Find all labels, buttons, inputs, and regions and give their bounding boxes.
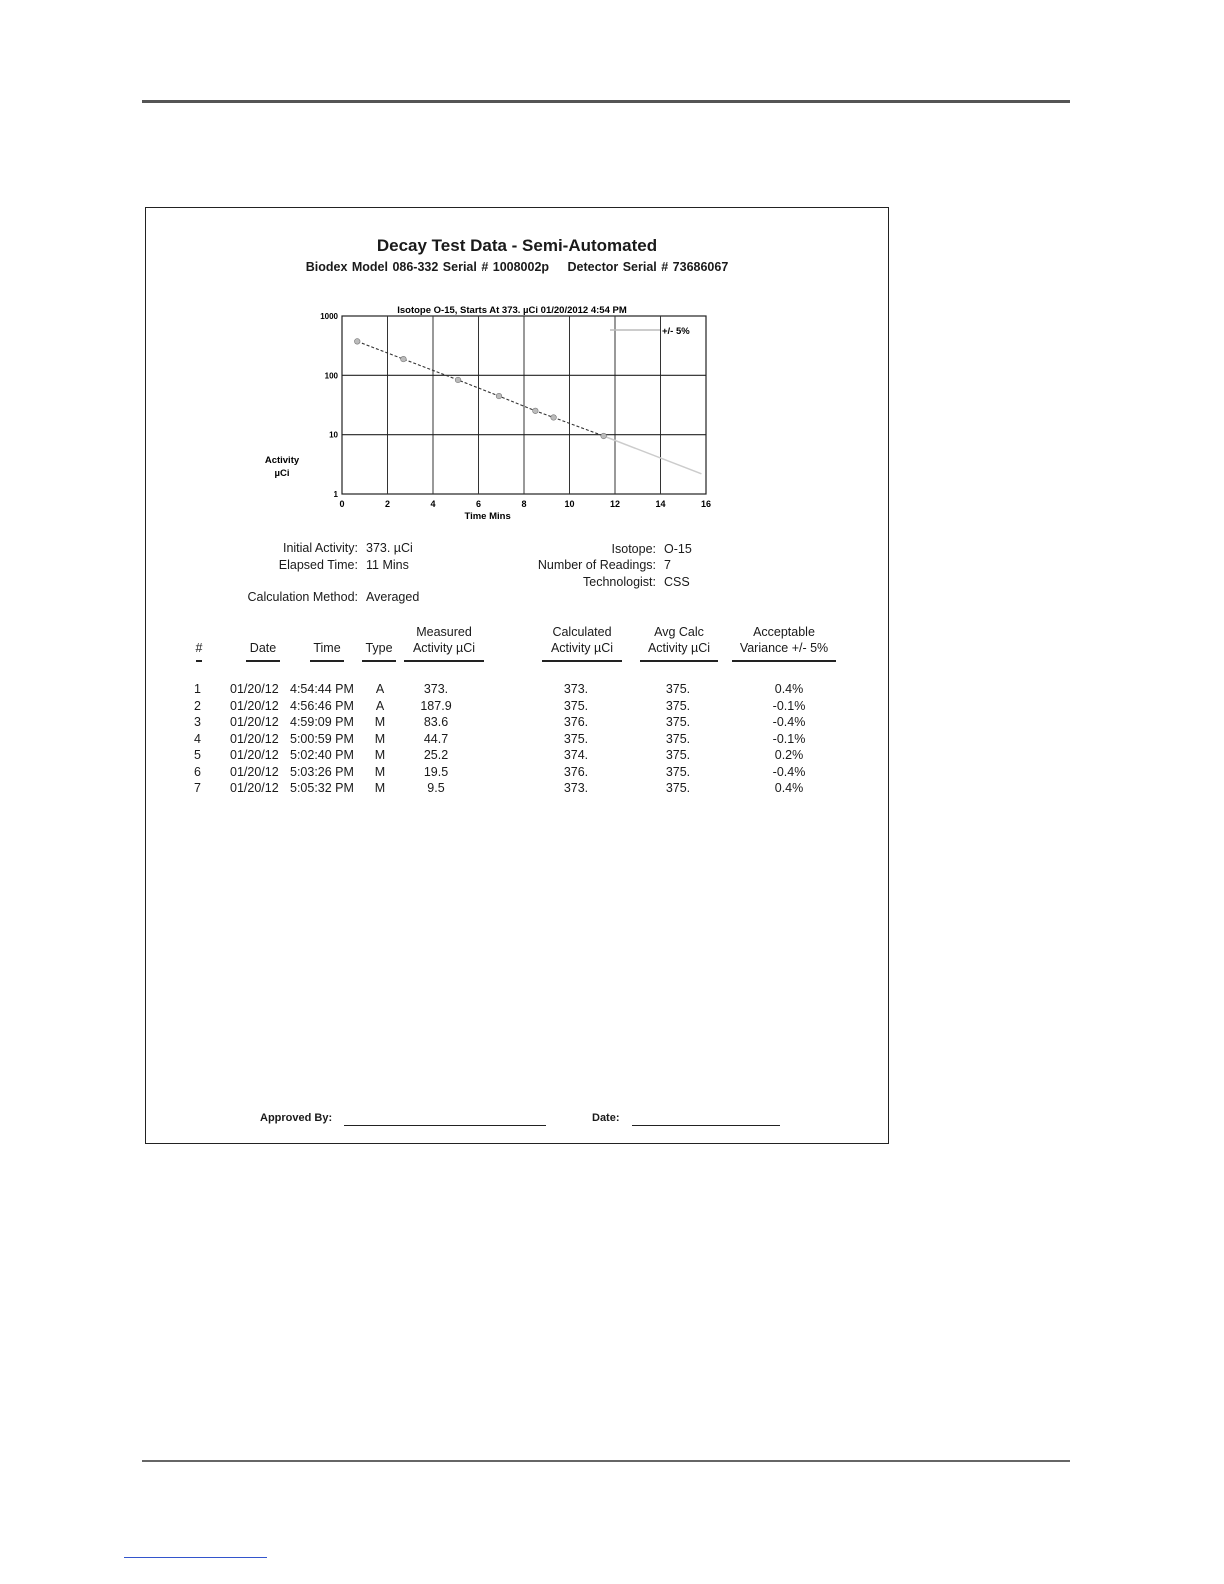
row-variance: 0.4% xyxy=(774,682,804,696)
x-tick-label: 12 xyxy=(609,499,621,509)
technologist-value: CSS xyxy=(664,575,690,589)
row-time: 5:05:32 PM xyxy=(290,781,354,795)
chart-title: Isotope O-15, Starts At 373. µCi 01/20/2012 4:54 PM xyxy=(397,305,627,316)
x-tick-label: 16 xyxy=(700,499,712,509)
col-header-num-text: # xyxy=(195,641,203,655)
col-header-time xyxy=(310,640,344,662)
row-measured: 373. xyxy=(423,682,449,696)
row-time: 4:54:44 PM xyxy=(290,682,354,696)
y-axis-label-line1: Activity xyxy=(264,455,300,466)
col-header-date xyxy=(246,640,280,662)
y-tick-label: 10 xyxy=(329,430,338,440)
date-label: Date: xyxy=(592,1112,620,1124)
report-title: Decay Test Data - Semi-Automated xyxy=(376,236,658,255)
x-tick-label: 0 xyxy=(339,499,345,509)
x-tick-label: 14 xyxy=(655,499,666,509)
row-type: M xyxy=(374,748,386,762)
col-header-calculated xyxy=(542,624,622,662)
row-num: 1 xyxy=(194,682,201,696)
x-tick-label: 2 xyxy=(384,499,391,509)
col-header-variance-line1: Acceptable xyxy=(753,625,815,639)
row-type: M xyxy=(374,715,386,729)
col-header-calculated-line2: Activity µCi xyxy=(550,641,614,655)
row-calculated: 373. xyxy=(563,682,589,696)
detector-serial: Detector Serial # 73686067 xyxy=(567,260,729,274)
report-subtitle xyxy=(146,260,888,274)
table-row xyxy=(190,748,850,764)
data-point xyxy=(601,433,607,439)
row-time: 5:03:26 PM xyxy=(290,764,354,779)
row-avg: 375. xyxy=(665,682,691,696)
row-date: 01/20/12 xyxy=(230,748,279,762)
initial-activity-value: 373. µCi xyxy=(366,541,413,555)
col-header-avg-underline xyxy=(640,660,718,662)
col-header-time-text: Time xyxy=(313,641,341,655)
calc-method-value: Averaged xyxy=(366,590,420,604)
col-header-measured xyxy=(404,624,484,662)
y-tick-label: 1000 xyxy=(320,312,338,321)
calc-method-label: Calculation Method: xyxy=(247,590,358,604)
row-num: 6 xyxy=(194,764,201,779)
row-type: M xyxy=(374,731,386,746)
initial-activity-row xyxy=(210,541,413,555)
technologist-label: Technologist: xyxy=(583,575,656,589)
row-avg: 375. xyxy=(665,731,691,746)
table-row xyxy=(190,715,850,731)
data-point xyxy=(401,356,407,362)
readings-value: 7 xyxy=(664,558,671,572)
y-tick-label: 1 xyxy=(333,490,338,499)
calc-method-row xyxy=(210,590,419,604)
col-header-avg-line1: Avg Calc xyxy=(654,625,704,639)
row-measured: 187.9 xyxy=(420,698,452,713)
table-row xyxy=(190,682,850,698)
row-date: 01/20/12 xyxy=(230,715,279,729)
row-date: 01/20/12 xyxy=(230,781,279,795)
x-tick-label: 4 xyxy=(430,499,436,509)
approved-by-line xyxy=(344,1125,546,1126)
row-num: 4 xyxy=(194,731,201,746)
row-date: 01/20/12 xyxy=(230,764,279,779)
row-variance: -0.1% xyxy=(772,698,806,713)
col-header-calculated-underline xyxy=(542,660,622,662)
row-num: 3 xyxy=(194,715,201,729)
footer-link-underline xyxy=(124,1557,267,1558)
x-axis-label: Time Mins xyxy=(464,511,511,522)
col-header-num xyxy=(192,640,206,662)
row-avg: 375. xyxy=(665,781,691,795)
elapsed-time-label: Elapsed Time: xyxy=(278,558,358,572)
row-time: 4:56:46 PM xyxy=(290,698,354,713)
y-tick-label: 100 xyxy=(324,371,338,381)
row-measured: 44.7 xyxy=(423,731,449,746)
col-header-variance-underline xyxy=(732,660,836,662)
row-num: 5 xyxy=(194,748,201,762)
row-measured: 9.5 xyxy=(427,781,445,795)
table-row xyxy=(190,699,850,715)
elapsed-time-value: 11 Mins xyxy=(366,558,409,572)
row-num: 2 xyxy=(194,698,201,713)
date-line xyxy=(632,1125,780,1126)
row-measured: 19.5 xyxy=(423,764,449,779)
col-header-date-underline xyxy=(246,660,280,662)
initial-activity-label: Initial Activity: xyxy=(282,541,358,555)
col-header-avg xyxy=(640,624,718,662)
col-header-type-text: Type xyxy=(365,641,393,655)
row-type: M xyxy=(374,764,386,779)
data-point xyxy=(551,415,557,421)
x-tick-label: 6 xyxy=(475,499,482,509)
data-point xyxy=(354,339,360,345)
row-time: 5:02:40 PM xyxy=(290,748,354,762)
readings-label: Number of Readings: xyxy=(537,558,656,572)
row-type: A xyxy=(375,698,385,713)
readings-row xyxy=(496,558,671,572)
col-header-type xyxy=(362,640,396,662)
row-date: 01/20/12 xyxy=(230,682,279,696)
x-tick-label: 8 xyxy=(521,499,527,509)
decay-test-report xyxy=(145,207,889,1144)
table-row xyxy=(190,765,850,781)
data-point xyxy=(533,408,539,414)
data-point xyxy=(455,377,461,383)
col-header-calculated-line1: Calculated xyxy=(552,625,612,639)
row-avg: 375. xyxy=(665,715,691,729)
row-variance: -0.4% xyxy=(772,715,806,729)
row-avg: 375. xyxy=(665,698,691,713)
row-variance: -0.1% xyxy=(772,731,806,746)
col-header-measured-underline xyxy=(404,660,484,662)
model-serial: Biodex Model 086-332 Serial # 1008002p xyxy=(305,260,550,274)
row-type: M xyxy=(374,781,386,795)
col-header-date-text: Date xyxy=(249,641,277,655)
row-variance: -0.4% xyxy=(772,764,806,779)
decay-chart xyxy=(246,300,726,525)
technologist-row xyxy=(496,575,690,589)
row-calculated: 375. xyxy=(563,698,589,713)
row-num: 7 xyxy=(194,781,201,795)
legend-label: +/- 5% xyxy=(662,326,690,337)
row-date: 01/20/12 xyxy=(230,731,279,746)
table-row xyxy=(190,732,850,748)
footer-rule xyxy=(142,1460,1070,1462)
col-header-time-underline xyxy=(310,660,344,662)
isotope-row xyxy=(496,542,692,556)
row-calculated: 374. xyxy=(563,748,589,762)
col-header-measured-line1: Measured xyxy=(416,625,472,639)
row-time: 4:59:09 PM xyxy=(290,715,354,729)
row-measured: 25.2 xyxy=(423,748,449,762)
col-header-avg-line2: Activity µCi xyxy=(647,641,711,655)
row-avg: 375. xyxy=(665,748,691,762)
row-calculated: 376. xyxy=(563,715,589,729)
data-point xyxy=(496,393,502,399)
row-variance: 0.2% xyxy=(774,748,804,762)
decay-chart-svg xyxy=(246,300,726,525)
elapsed-time-row xyxy=(210,558,409,572)
y-axis-label-line2: µCi xyxy=(274,468,290,479)
col-header-num-underline xyxy=(196,660,202,662)
row-calculated: 373. xyxy=(563,781,589,795)
isotope-label: Isotope: xyxy=(611,542,656,556)
col-header-variance xyxy=(732,624,836,662)
header-rule xyxy=(142,100,1070,103)
row-time: 5:00:59 PM xyxy=(290,731,354,746)
row-date: 01/20/12 xyxy=(230,698,279,713)
row-measured: 83.6 xyxy=(423,715,449,729)
x-tick-label: 10 xyxy=(564,499,575,509)
approved-by-label: Approved By: xyxy=(260,1112,333,1124)
row-calculated: 376. xyxy=(563,764,589,779)
row-calculated: 375. xyxy=(563,731,589,746)
table-row xyxy=(190,781,850,797)
col-header-measured-line2: Activity µCi xyxy=(412,641,476,655)
row-avg: 375. xyxy=(665,764,691,779)
row-type: A xyxy=(375,682,385,696)
row-variance: 0.4% xyxy=(774,781,804,795)
col-header-type-underline xyxy=(362,660,396,662)
col-header-variance-line2: Variance +/- 5% xyxy=(739,641,829,655)
isotope-value: O-15 xyxy=(664,542,692,556)
